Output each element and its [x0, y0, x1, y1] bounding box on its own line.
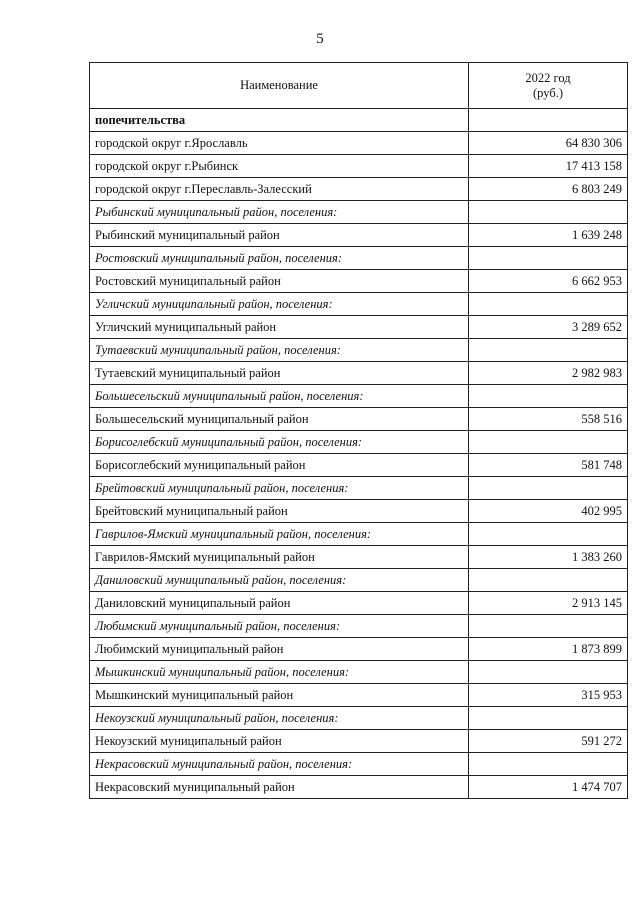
row-name: Большесельский муниципальный район: [90, 408, 469, 431]
row-value: [469, 385, 628, 408]
row-name: Даниловский муниципальный район, поселения:: [90, 569, 469, 592]
table-row: [90, 707, 628, 730]
table-row: [90, 270, 628, 293]
row-name: городской округ г.Рыбинск: [90, 155, 469, 178]
row-value: 2 982 983: [469, 362, 628, 385]
row-value: 1 383 260: [469, 546, 628, 569]
table-row: [90, 753, 628, 776]
row-value: [469, 661, 628, 684]
row-name: Гаврилов-Ямский муниципальный район: [90, 546, 469, 569]
row-value: [469, 569, 628, 592]
row-value: [469, 753, 628, 776]
row-name: Некрасовский муниципальный район: [90, 776, 469, 799]
row-value: [469, 615, 628, 638]
header-name: Наименование: [90, 63, 469, 109]
row-value: 3 289 652: [469, 316, 628, 339]
row-value: [469, 707, 628, 730]
row-value: 591 272: [469, 730, 628, 753]
table-row: [90, 431, 628, 454]
row-value: 6 803 249: [469, 178, 628, 201]
row-name: Тутаевский муниципальный район: [90, 362, 469, 385]
table-row: [90, 408, 628, 431]
table-row: [90, 109, 628, 132]
row-value: [469, 247, 628, 270]
row-name: Большесельский муниципальный район, поселения:: [90, 385, 469, 408]
table-row: [90, 638, 628, 661]
row-value: 2 913 145: [469, 592, 628, 615]
row-value: 6 662 953: [469, 270, 628, 293]
table-row: [90, 776, 628, 799]
table-row: [90, 247, 628, 270]
table-row: [90, 454, 628, 477]
row-name: Мышкинский муниципальный район, поселения:: [90, 661, 469, 684]
row-name: Ростовский муниципальный район, поселения:: [90, 247, 469, 270]
table-row: [90, 569, 628, 592]
table-row: [90, 201, 628, 224]
table-body: [90, 109, 628, 799]
table-row: [90, 293, 628, 316]
row-value: [469, 339, 628, 362]
row-name: Мышкинский муниципальный район: [90, 684, 469, 707]
table-row: [90, 178, 628, 201]
table-row: [90, 155, 628, 178]
row-name: Рыбинский муниципальный район: [90, 224, 469, 247]
row-name: Борисоглебский муниципальный район, поселения:: [90, 431, 469, 454]
row-name: попечительства: [90, 109, 469, 132]
table-row: [90, 132, 628, 155]
table-row: [90, 316, 628, 339]
row-value: 17 413 158: [469, 155, 628, 178]
row-name: Рыбинский муниципальный район, поселения:: [90, 201, 469, 224]
table-row: [90, 339, 628, 362]
row-value: 581 748: [469, 454, 628, 477]
table-row: [90, 592, 628, 615]
row-name: Угличский муниципальный район: [90, 316, 469, 339]
row-value: [469, 293, 628, 316]
header-unit-label: (руб.): [533, 85, 563, 100]
row-value: [469, 201, 628, 224]
row-value: 1 873 899: [469, 638, 628, 661]
header-year-label: 2022 год: [525, 70, 571, 85]
table-row: [90, 615, 628, 638]
table-row: [90, 546, 628, 569]
table-row: [90, 500, 628, 523]
row-name: Некоузский муниципальный район: [90, 730, 469, 753]
table-row: [90, 661, 628, 684]
row-name: Тутаевский муниципальный район, поселения:: [90, 339, 469, 362]
table-row: [90, 730, 628, 753]
row-name: Борисоглебский муниципальный район: [90, 454, 469, 477]
row-value: 64 830 306: [469, 132, 628, 155]
row-name: Ростовский муниципальный район: [90, 270, 469, 293]
header-year: [469, 63, 628, 109]
row-name: городской округ г.Ярославль: [90, 132, 469, 155]
row-name: Брейтовский муниципальный район, поселения:: [90, 477, 469, 500]
row-name: Некоузский муниципальный район, поселения:: [90, 707, 469, 730]
row-value: 402 995: [469, 500, 628, 523]
row-value: 1 474 707: [469, 776, 628, 799]
row-name: Угличский муниципальный район, поселения:: [90, 293, 469, 316]
row-value: 558 516: [469, 408, 628, 431]
table-row: [90, 523, 628, 546]
row-value: 315 953: [469, 684, 628, 707]
table-row: [90, 477, 628, 500]
row-name: Даниловский муниципальный район: [90, 592, 469, 615]
row-name: Любимский муниципальный район, поселения:: [90, 615, 469, 638]
table-row: [90, 224, 628, 247]
row-name: Некрасовский муниципальный район, поселения:: [90, 753, 469, 776]
table-row: [90, 385, 628, 408]
row-value: [469, 523, 628, 546]
row-value: 1 639 248: [469, 224, 628, 247]
budget-table: [89, 62, 628, 799]
row-value: [469, 431, 628, 454]
row-name: Любимский муниципальный район: [90, 638, 469, 661]
row-value: [469, 477, 628, 500]
table-row: [90, 362, 628, 385]
table-row: [90, 684, 628, 707]
row-name: городской округ г.Переславль-Залесский: [90, 178, 469, 201]
row-name: Брейтовский муниципальный район: [90, 500, 469, 523]
row-name: Гаврилов-Ямский муниципальный район, поселения:: [90, 523, 469, 546]
table-header-row: [90, 63, 628, 109]
page-number: 5: [316, 31, 324, 47]
row-value: [469, 109, 628, 132]
